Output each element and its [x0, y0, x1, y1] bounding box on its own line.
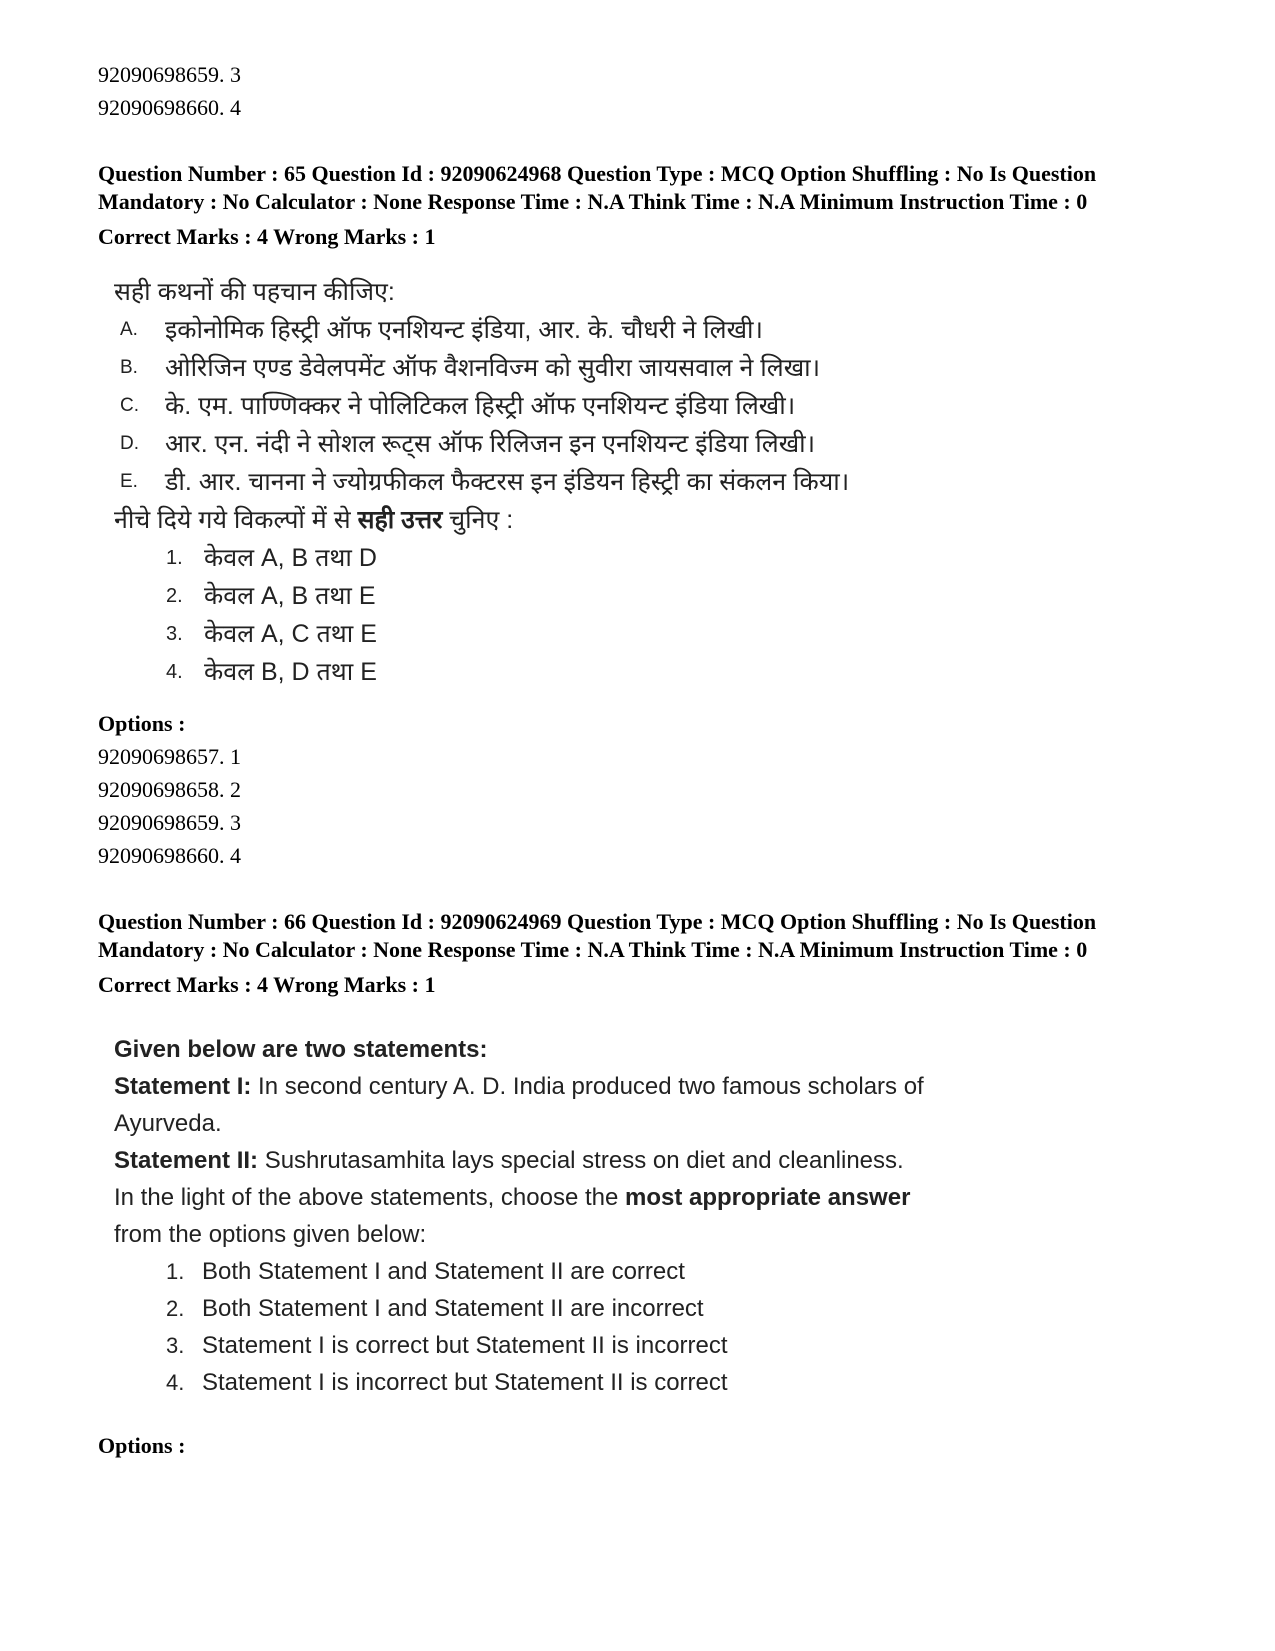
choice-item: 1. केवल A, B तथा D: [166, 544, 377, 572]
choice-item: 3. केवल A, C तथा E: [166, 620, 377, 648]
question-heading: Given below are two statements:: [114, 1036, 488, 1063]
option-item: 92090698659. 3: [98, 810, 241, 835]
statement-item: A. इकोनोमिक हिस्ट्री ऑफ एनशियन्ट इंडिया, आर. के. चौधरी ने लिखी।: [120, 316, 764, 344]
document-page: [98, 58, 1188, 1462]
option-item: 92090698659. 3: [98, 62, 241, 87]
question-prompt: In the light of the above statements, choose the most appropriate answer from the options given below:: [114, 1184, 911, 1248]
question-body: [114, 273, 1188, 691]
statement-1: Statement I: In second century A. D. India produced two famous scholars of Ayurveda.: [114, 1073, 924, 1137]
options-label: Options :: [98, 1433, 186, 1458]
option-item: 92090698657. 1: [98, 744, 241, 769]
choice-item: 3. Statement I is correct but Statement II is incorrect: [166, 1332, 728, 1359]
option-item: 92090698658. 2: [98, 777, 241, 802]
statement-2: Statement II: Sushrutasamhita lays special stress on diet and cleanliness.: [114, 1147, 904, 1174]
choice-item: 2. केवल A, B तथा E: [166, 582, 376, 610]
question-header: Question Number : 65 Question Id : 92090624968 Question Type : MCQ Option Shuffling : No Is Question Mandatory : No Calculator : None Response Time : N.A Think Time : N.A Minimum Instruction Time : 0: [98, 161, 1097, 214]
question-intro: सही कथनों की पहचान कीजिए:: [114, 278, 395, 306]
choice-item: 1. Both Statement I and Statement II are correct: [166, 1258, 685, 1285]
question-prompt: नीचे दिये गये विकल्पों में से सही उत्तर चुनिए :: [114, 506, 514, 534]
options-label: Options :: [98, 711, 186, 736]
question-65: [98, 160, 1188, 872]
statement-item: B. ओरिजिन एण्ड डेवेलपमेंट ऑफ वैशनविज्म को सुवीरा जायसवाल ने लिखा।: [120, 354, 821, 382]
option-item: 92090698660. 4: [98, 95, 241, 120]
option-item: 92090698660. 4: [98, 843, 241, 868]
question-body: [114, 1031, 1188, 1401]
previous-options-list: [98, 58, 1188, 124]
choice-item: 2. Both Statement I and Statement II are incorrect: [166, 1295, 704, 1322]
options-list: [98, 740, 1188, 872]
question-marks: Correct Marks : 4 Wrong Marks : 1: [98, 972, 436, 997]
choice-item: 4. केवल B, D तथा E: [166, 658, 377, 686]
statement-item: C. के. एम. पाण्णिक्कर ने पोलिटिकल हिस्ट्री ऑफ एनशियन्ट इंडिया लिखी।: [120, 392, 796, 420]
choice-item: 4. Statement I is incorrect but Statement II is correct: [166, 1369, 728, 1396]
question-66: [98, 908, 1188, 1462]
statement-item: E. डी. आर. चानना ने ज्योग्रफीकल फैक्टरस इन इंडियन हिस्ट्री का संकलन किया।: [120, 468, 850, 496]
statement-item: D. आर. एन. नंदी ने सोशल रूट्स ऑफ रिलिजन इन एनशियन्ट इंडिया लिखी।: [120, 430, 816, 458]
question-header: Question Number : 66 Question Id : 92090624969 Question Type : MCQ Option Shuffling : No Is Question Mandatory : No Calculator : None Response Time : N.A Think Time : N.A Minimum Instruction Time : 0: [98, 909, 1097, 962]
question-marks: Correct Marks : 4 Wrong Marks : 1: [98, 224, 436, 249]
